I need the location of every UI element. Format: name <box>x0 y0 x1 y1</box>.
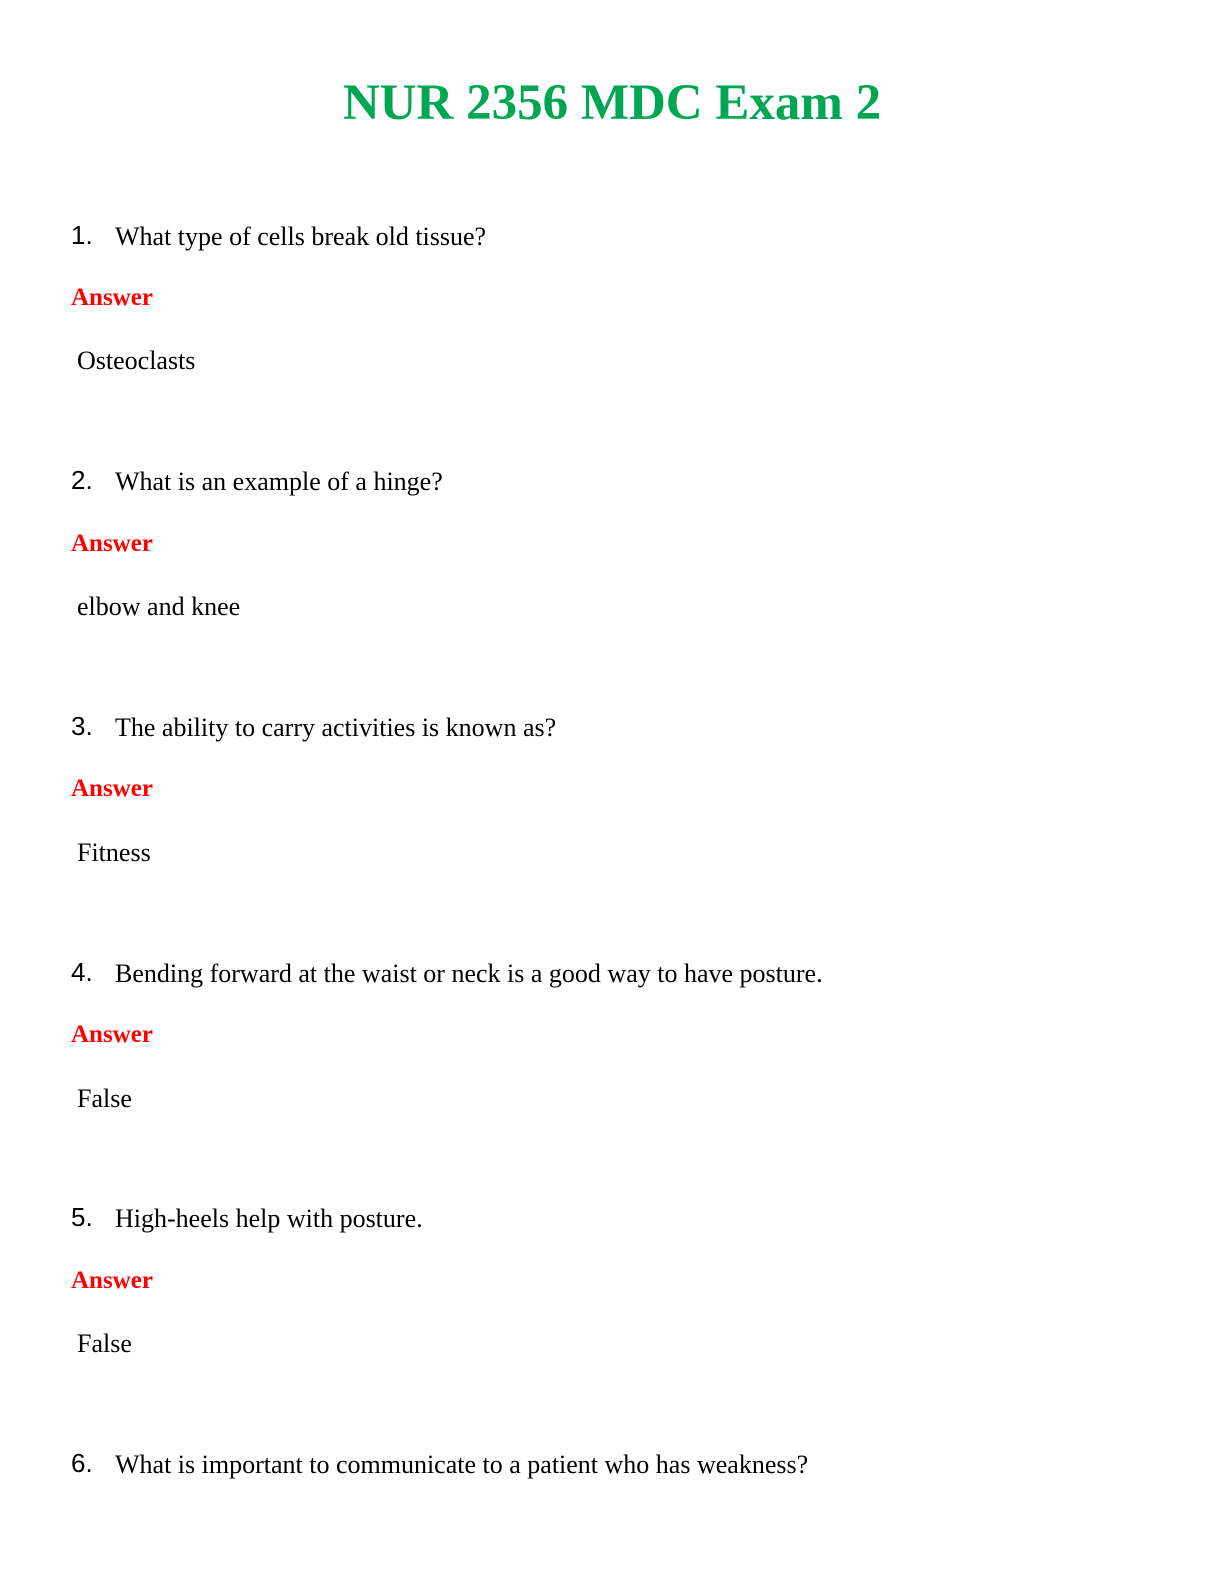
question-2 <box>71 464 1171 504</box>
answer-label: Answer <box>71 530 153 557</box>
question-number: 6. <box>71 1448 93 1478</box>
question-text: What type of cells break old tissue? <box>115 222 487 251</box>
answer-text: Fitness <box>77 838 151 867</box>
question-5 <box>71 1201 1171 1241</box>
question-text: The ability to carry activities is known as? <box>115 713 557 742</box>
answer-text: elbow and knee <box>77 592 241 621</box>
answer-label: Answer <box>71 1021 153 1048</box>
question-number: 1. <box>71 220 93 250</box>
answer-label: Answer <box>71 1267 153 1294</box>
question-number: 4. <box>71 957 93 987</box>
question-3 <box>71 710 1171 750</box>
question-number: 3. <box>71 711 93 741</box>
question-text: What is important to communicate to a patient who has weakness? <box>115 1450 809 1479</box>
answer-text: Osteoclasts <box>77 346 196 375</box>
document-title: NUR 2356 MDC Exam 2 <box>342 75 882 131</box>
question-1 <box>71 219 1171 259</box>
question-number: 5. <box>71 1202 93 1232</box>
answer-text: False <box>77 1084 132 1113</box>
question-number: 2. <box>71 465 93 495</box>
question-4 <box>71 956 1171 996</box>
question-text: Bending forward at the waist or neck is a good way to have posture. <box>115 959 823 988</box>
question-text: What is an example of a hinge? <box>115 467 443 496</box>
answer-label: Answer <box>71 775 153 802</box>
answer-label: Answer <box>71 284 153 311</box>
question-6 <box>71 1447 1171 1487</box>
question-text: High-heels help with posture. <box>115 1204 423 1233</box>
answer-text: False <box>77 1329 132 1358</box>
